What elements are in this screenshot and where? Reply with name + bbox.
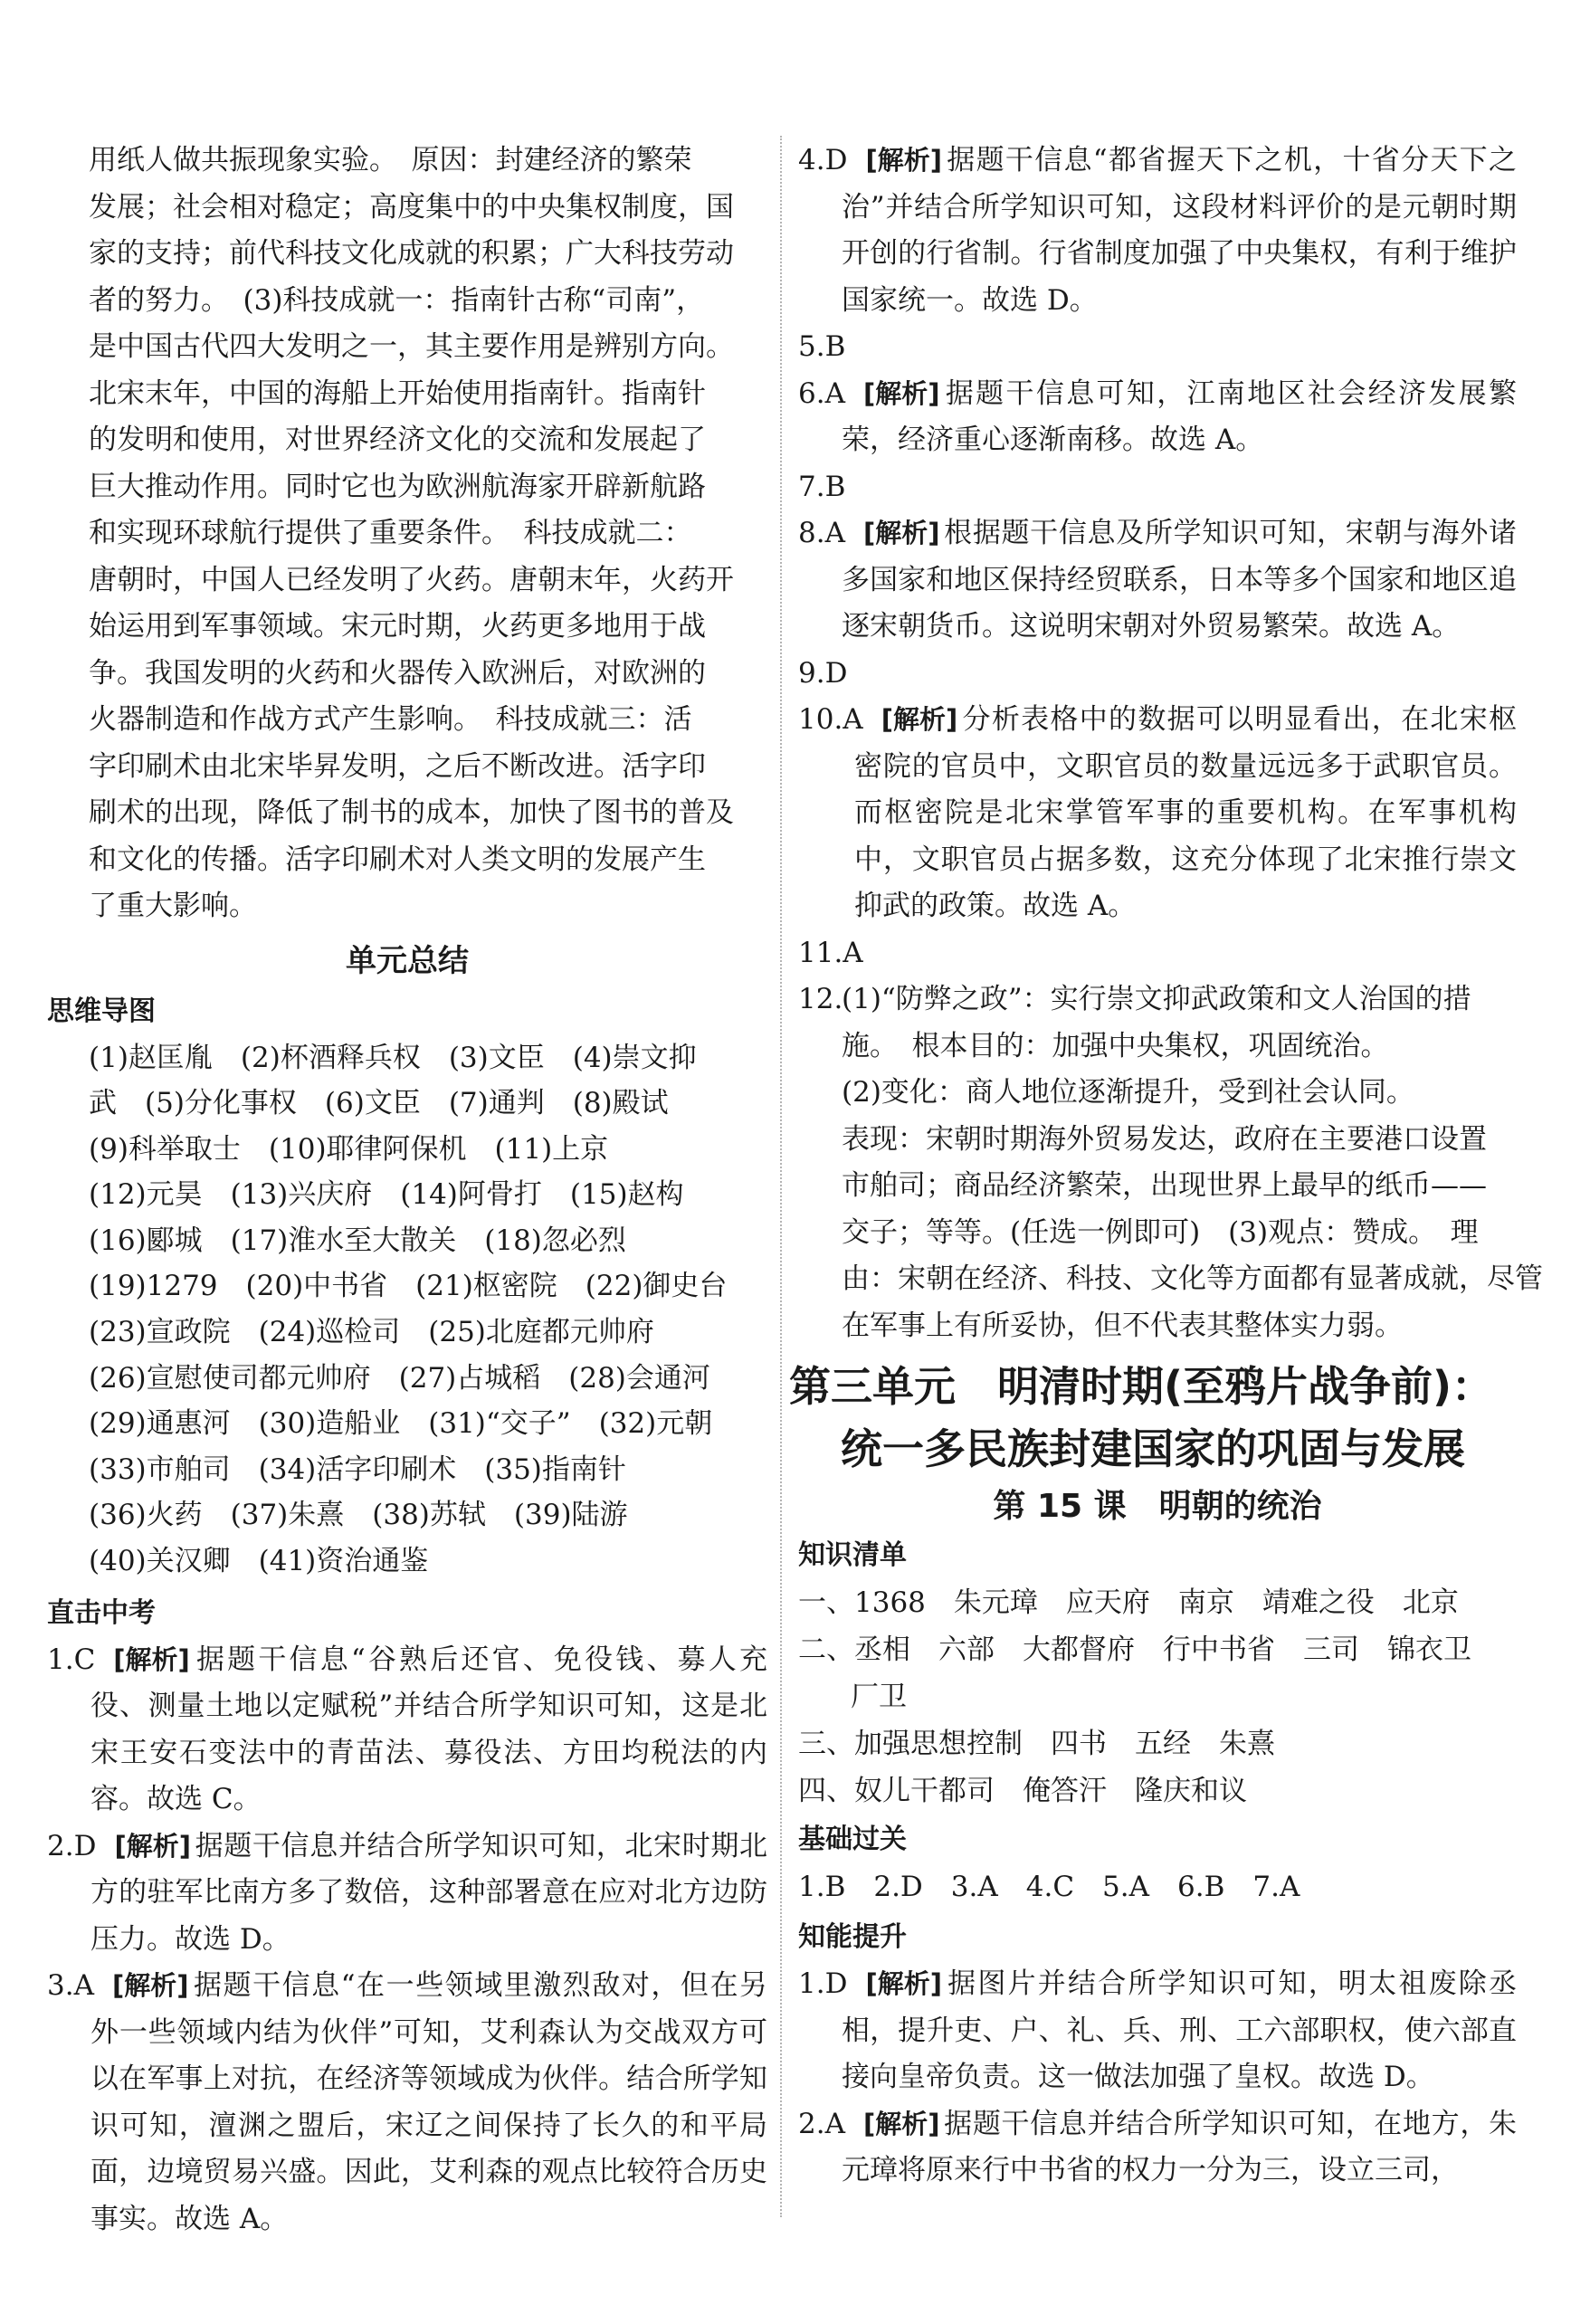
answer-12-line: 市舶司；商品经济繁荣，出现世界上最早的纸币—— (842, 1169, 1487, 1202)
analysis-tag: [解析] (114, 1830, 191, 1862)
intro-line: 始运用到军事领域。宋元时期，火药更多地用于战 (89, 610, 706, 643)
intro-line: 和文化的传播。活字印刷术对人类文明的发展产生 (89, 843, 706, 876)
mind-map-heading: 思维导图 (47, 995, 156, 1027)
answer-12-line: 在军事上有所妥协，但不代表其整体实力弱。 (842, 1309, 1403, 1342)
answer-item (798, 464, 1517, 511)
text-line: (36)火药 (37)朱熹 (38)苏轼 (39)陆游 (89, 1499, 628, 1532)
answer-12-line: 由：宋朝在经济、科技、文化等方面都有显著成就，尽管 (842, 1262, 1543, 1295)
answer-body (798, 138, 1517, 324)
answer-body (798, 1961, 1517, 2101)
text-line: (1)赵匡胤 (2)杯酒释兵权 (3)文臣 (4)崇文抑 (89, 1041, 697, 1074)
basics-answers: 1.B 2.D 3.A 4.C 5.A 6.B 7.A (798, 1871, 1300, 1903)
answer-body (798, 651, 1517, 698)
intro-line: 者的努力。 (3)科技成就一：指南针古称“司南”， (89, 283, 705, 317)
intro-line: 家的支持；前代科技文化成就的积累；广大科技劳动 (89, 237, 734, 270)
answer-body (798, 697, 1517, 930)
answer-body (47, 1824, 767, 1964)
intro-line: 巨大推动作用。同时它也为欧洲航海家开辟新航路 (89, 470, 706, 503)
text-line: (26)宣慰使司都元帅府 (27)占城稻 (28)会通河 (89, 1361, 710, 1395)
knowledge-line: 一、1368 朱元璋 应天府 南京 靖难之役 北京 (798, 1586, 1459, 1619)
knowledge-heading: 知识清单 (798, 1539, 907, 1571)
answer-12-line: (2)变化：商人地位逐渐提升，受到社会认同。 (842, 1076, 1414, 1109)
unit-subtitle: 统一多民族封建国家的巩固与发展 (841, 1424, 1465, 1473)
answer-body (798, 464, 1517, 511)
analysis-tag: [解析] (865, 145, 942, 176)
mind-map-answers (47, 1035, 767, 1585)
analysis-tag: [解析] (862, 518, 940, 548)
right-column (789, 138, 1543, 2195)
answer-body (798, 510, 1517, 651)
answer-body (47, 1637, 767, 1824)
knowledge-line: 二、丞相 六部 大都督府 行中书省 三司 锦衣卫 (798, 1633, 1471, 1666)
intro-line: 是中国古代四大发明之一，其主要作用是辨别方向。 (89, 330, 734, 363)
text-line: (12)元昊 (13)兴庆府 (14)阿骨打 (15)赵构 (89, 1178, 684, 1212)
answer-number: 1.C (47, 1643, 96, 1676)
answer-item (798, 697, 1517, 930)
analysis-text: 据题干信息并结合所学知识可知，北宋时期北方的驻军比南方多了数倍，这种部署意在应对北方边防压力。故选 D。 (90, 1829, 767, 1956)
answer-item (798, 324, 1517, 371)
intro-paragraph (89, 138, 767, 930)
answer-item-12 (798, 976, 1543, 1349)
text-line: (16)郾城 (17)淮水至大散关 (18)忽必烈 (89, 1224, 626, 1257)
answer-item (798, 2101, 1517, 2195)
answer-body (798, 324, 1517, 371)
answer-body (47, 1963, 767, 2243)
answer-12-line: (1)“防弊之政”：实行崇文抑武政策和文人治国的措 (842, 983, 1471, 1015)
knowledge-line: 厂卫 (851, 1681, 907, 1713)
answer-number: 11.A (798, 936, 863, 969)
intro-line: 刷术的出现，降低了制书的成本，加快了图书的普及 (89, 796, 734, 829)
answer-number: 3.A (47, 1969, 94, 2003)
column-divider (780, 136, 782, 2217)
analysis-text: 据题干信息“在一些领域里激烈敌对，但在另外一些领域内结为伙伴”可知，艾利森认为交战双方可以在军事上对抗，在经济等领域成为伙伴。结合所学知识可知，澶渊之盟后，宋辽之间保持了长久的和平局面，边境贸易兴盛。因此，艾利森的观点比较符合历史事实。故选 A。 (90, 1969, 767, 2235)
intro-line: 和实现环球航行提供了重要条件。 科技成就二： (89, 517, 692, 549)
analysis-tag: [解析] (862, 377, 940, 409)
text-line: 武 (5)分化事权 (6)文臣 (7)通判 (8)殿试 (89, 1087, 669, 1120)
answer-number: 10.A (798, 703, 863, 736)
analysis-text: 据题干信息“都省握天下之机，十省分天下之治”并结合所学知识可知，这段材料评价的是元朝时期开创的行省制。行省制度加强了中央集权，有利于维护国家统一。故选 D。 (842, 144, 1517, 317)
answer-continuation (47, 138, 767, 930)
answer-number: 2.A (798, 2107, 845, 2140)
intro-line: 了重大影响。 (89, 890, 257, 922)
answer-item (47, 1963, 767, 2243)
intro-line: 唐朝时，中国人已经发明了火药。唐朝末年，火药开 (89, 563, 734, 596)
zhongkao-heading: 直击中考 (47, 1596, 156, 1629)
answer-number: 12. (798, 983, 843, 1015)
analysis-text: 据题干信息并结合所学知识可知，在地方，朱元璋将原来行中书省的权力一分为三，设立三司， (842, 2107, 1517, 2186)
unit-summary-title: 单元总结 (346, 942, 469, 979)
basics-heading: 基础过关 (798, 1824, 907, 1855)
analysis-text: 据图片并结合所学知识可知，明太祖废除丞相，提升吏、户、礼、兵、刑、工六部职权，使六部直接向皇帝负责。这一做法加强了皇权。故选 D。 (842, 1967, 1517, 2093)
answer-number: 1.D (798, 1967, 848, 2000)
analysis-text: 根据题干信息及所学知识可知，宋朝与海外诸多国家和地区保持经贸联系，日本等多个国家和地区追逐宋朝货币。这说明宋朝对外贸易繁荣。故选 A。 (842, 517, 1517, 643)
text-line: (23)宣政院 (24)巡检司 (25)北庭都元帅府 (89, 1316, 654, 1349)
answer-number: 2.D (47, 1829, 97, 1862)
text-line: (40)关汉卿 (41)资治通鉴 (89, 1545, 429, 1578)
answer-12-body (798, 976, 1543, 1349)
answer-item (798, 138, 1517, 324)
answer-item (798, 1961, 1517, 2101)
text-line: (9)科举取士 (10)耶律阿保机 (11)上京 (89, 1132, 609, 1166)
unit-title: 第三单元 明清时期(至鸦片战争前)： (789, 1362, 1494, 1411)
answer-number: 9.D (798, 656, 848, 690)
answer-number: 6.A (798, 376, 845, 410)
knowledge-line: 四、奴儿干都司 俺答汗 隆庆和议 (798, 1775, 1247, 1807)
lesson-title: 第 15 课 明朝的统治 (993, 1488, 1322, 1525)
answer-item (47, 1824, 767, 1964)
answer-item (798, 651, 1517, 698)
knowledge-line: 三、加强思想控制 四书 五经 朱熹 (798, 1728, 1275, 1760)
left-column (47, 138, 767, 2243)
intro-line: 发展；社会相对稳定；高度集中的中央集权制度，国 (89, 190, 734, 224)
intro-line: 北宋末年，中国的海船上开始使用指南针。指南针 (89, 376, 706, 410)
knowledge-list (798, 1579, 1517, 1814)
analysis-tag: [解析] (881, 704, 958, 735)
answer-number: 4.D (798, 144, 848, 176)
analysis-tag: [解析] (865, 1968, 942, 1999)
answer-body (798, 371, 1517, 464)
unit-header (789, 1357, 1517, 1481)
answer-item (47, 1637, 767, 1824)
analysis-tag: [解析] (111, 1970, 189, 2002)
analysis-text: 据题干信息“谷熟后还官、免役钱、募人充役、测量土地以定赋税”并结合所学知识可知，这是北宋王安石变法中的青苗法、募役法、方田均税法的内容。故选 C。 (90, 1643, 767, 1816)
text-line: (19)1279 (20)中书省 (21)枢密院 (22)御史台 (89, 1270, 728, 1303)
ability-heading: 知能提升 (798, 1921, 907, 1953)
answer-body (798, 930, 1517, 977)
answer-list (798, 138, 1517, 976)
answer-number: 5.B (798, 330, 846, 363)
answer-number: 7.B (798, 470, 846, 503)
intro-line: 争。我国发明的火药和火器传入欧洲后，对欧洲的 (89, 656, 706, 690)
analysis-tag: [解析] (862, 2108, 940, 2139)
answer-12-line: 施。 根本目的：加强中央集权，巩固统治。 (842, 1029, 1389, 1062)
text-line: (29)通惠河 (30)造船业 (31)“交子” (32)元朝 (89, 1407, 713, 1441)
zhongkao-list (47, 1637, 767, 2243)
analysis-text: 分析表格中的数据可以明显看出，在北宋枢密院的官员中，文职官员的数量远远多于武职官员。而枢密院是北宋掌管军事的重要机构。在军事机构中，文职官员占据多数，这充分体现了北宋推行崇文抑武的政策。故选 A。 (854, 703, 1517, 922)
answer-12-line: 表现：宋朝时期海外贸易发达，政府在主要港口设置 (842, 1122, 1487, 1156)
intro-line: 字印刷术由北宋毕昇发明，之后不断改进。活字印 (89, 749, 706, 783)
ability-list (798, 1961, 1517, 2195)
analysis-text: 据题干信息可知，江南地区社会经济发展繁荣，经济重心逐渐南移。故选 A。 (842, 376, 1517, 456)
answer-body (798, 2101, 1517, 2195)
intro-line: 火器制造和作战方式产生影响。 科技成就三：活 (89, 703, 692, 736)
text-line: (33)市舶司 (34)活字印刷术 (35)指南针 (89, 1452, 626, 1486)
answer-item (798, 510, 1517, 651)
answer-item (798, 371, 1517, 464)
answer-item (798, 930, 1517, 977)
intro-line: 的发明和使用，对世界经济文化的交流和发展起了 (89, 424, 706, 456)
answer-12-line: 交子；等等。(任选一例即可) (3)观点：赞成。 理 (842, 1215, 1479, 1249)
intro-line: 用纸人做共振现象实验。 原因：封建经济的繁荣 (89, 144, 692, 176)
analysis-tag: [解析] (113, 1643, 190, 1675)
answer-number: 8.A (798, 517, 845, 549)
